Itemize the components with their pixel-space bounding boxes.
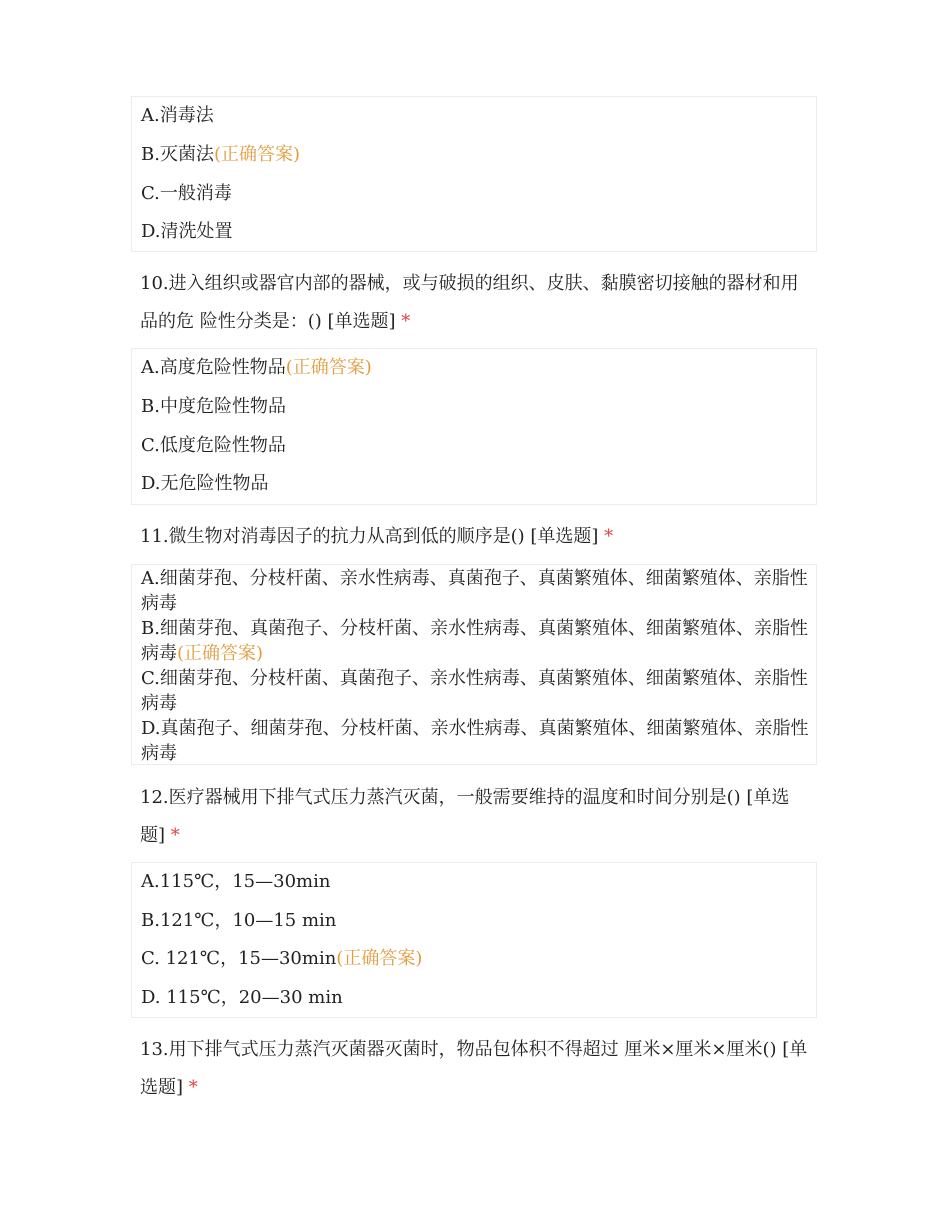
q12-option-a[interactable]	[141, 872, 330, 892]
q13-title	[140, 1031, 812, 1107]
q11-options	[131, 564, 817, 765]
q9-options	[131, 96, 817, 252]
question-text: 12.医疗器械用下排气式压力蒸汽灭菌，一般需要维持的温度和时间分别是() [单选题]	[140, 787, 790, 846]
q11-option-a[interactable]	[141, 566, 813, 616]
option-text: B.中度危险性物品	[141, 396, 286, 417]
q9-option-a[interactable]	[141, 106, 214, 126]
question-text: 10.进入组织或器官内部的器械，或与破损的组织、皮肤、黏膜密切接触的器材和用品的危 险性分类是：() [单选题]	[140, 273, 799, 332]
option-text: A.高度危险性物品	[141, 357, 286, 378]
option-text: D. 115℃，20—30 min	[141, 987, 343, 1008]
q12-options	[131, 862, 817, 1018]
q12-option-b[interactable]	[141, 911, 336, 931]
option-text: C.一般消毒	[141, 183, 232, 204]
q10-option-a[interactable]	[141, 358, 372, 378]
q10-title	[140, 265, 812, 341]
q9-option-b[interactable]	[141, 145, 300, 165]
q9-option-d[interactable]	[141, 222, 233, 242]
q11-option-c[interactable]	[141, 666, 813, 716]
option-text: A.消毒法	[141, 105, 214, 126]
option-text: C.细菌芽孢、分枝杆菌、真菌孢子、亲水性病毒、真菌繁殖体、细菌繁殖体、亲脂性病毒	[141, 668, 808, 714]
option-text: B.细菌芽孢、真菌孢子、分枝杆菌、亲水性病毒、真菌繁殖体、细菌繁殖体、亲脂性病毒	[141, 618, 808, 664]
q10-options	[131, 348, 817, 505]
option-text: A.115℃，15—30min	[141, 871, 331, 892]
option-text: C.低度危险性物品	[141, 435, 286, 456]
required-mark: *	[170, 825, 180, 846]
correct-answer-label: (正确答案)	[285, 357, 372, 378]
q10-option-d[interactable]	[141, 474, 269, 494]
correct-answer-label: (正确答案)	[213, 144, 300, 165]
option-text: D.清洗处置	[141, 221, 233, 242]
question-text: 13.用下排气式压力蒸汽灭菌器灭菌时，物品包体积不得超过 厘米×厘米×厘米() [单选题]	[140, 1039, 808, 1098]
question-text: 11.微生物对消毒因子的抗力从高到低的顺序是() [单选题]	[140, 526, 599, 547]
q10-option-c[interactable]	[141, 436, 286, 456]
required-mark: *	[604, 526, 614, 547]
option-text: D.无危险性物品	[141, 473, 269, 494]
q9-option-c[interactable]	[141, 184, 232, 204]
correct-answer-label: (正确答案)	[177, 643, 264, 664]
q12-option-c[interactable]	[141, 949, 422, 969]
q11-option-d[interactable]	[141, 716, 813, 766]
q12-title	[140, 779, 812, 855]
required-mark: *	[188, 1077, 198, 1098]
option-text: A.细菌芽孢、分枝杆菌、亲水性病毒、真菌孢子、真菌繁殖体、细菌繁殖体、亲脂性病毒	[141, 568, 808, 614]
option-text: D.真菌孢子、细菌芽孢、分枝杆菌、亲水性病毒、真菌繁殖体、细菌繁殖体、亲脂性病毒	[141, 718, 809, 764]
required-mark: *	[401, 311, 411, 332]
option-text: C. 121℃，15—30min	[141, 948, 337, 969]
q12-option-d[interactable]	[141, 988, 343, 1008]
q11-option-b[interactable]	[141, 616, 813, 666]
q10-option-b[interactable]	[141, 397, 286, 417]
correct-answer-label: (正确答案)	[336, 948, 423, 969]
option-text: B.121℃，10—15 min	[141, 910, 337, 931]
option-text: B.灭菌法	[141, 144, 214, 165]
q11-title	[140, 518, 812, 556]
